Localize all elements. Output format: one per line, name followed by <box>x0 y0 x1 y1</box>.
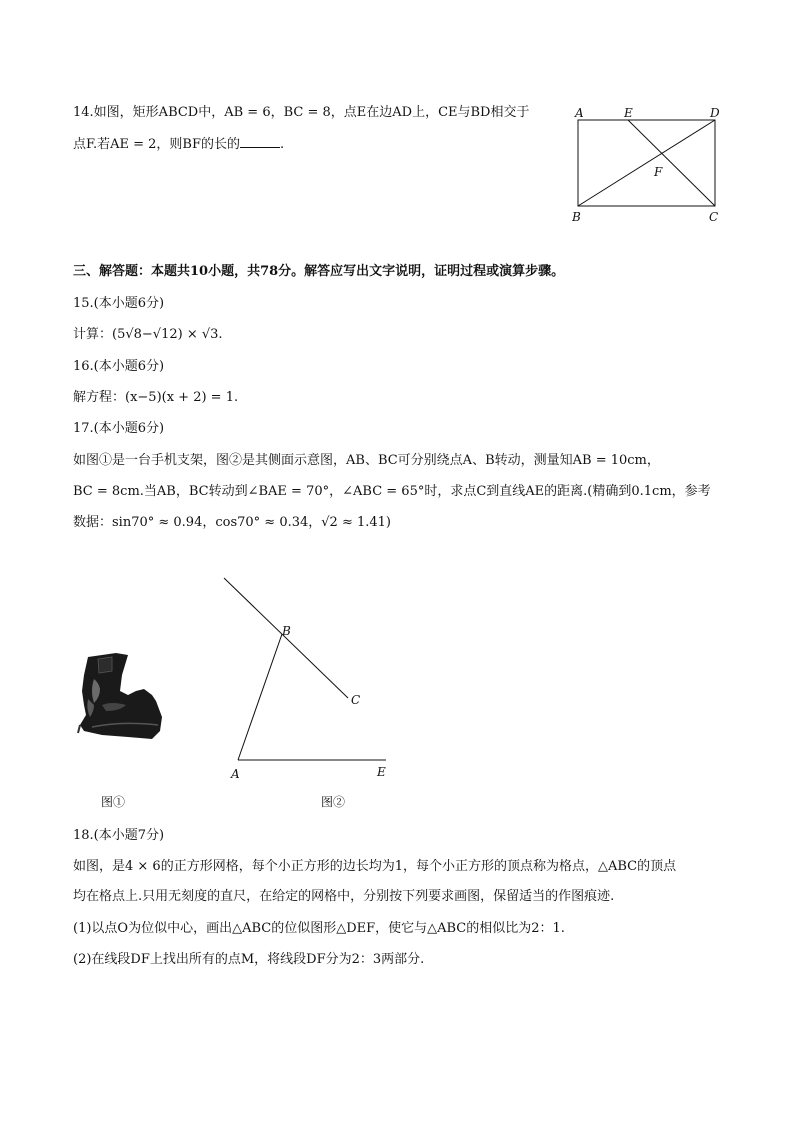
label-e: E <box>377 765 386 779</box>
q15-body: 计算：(5√8−√12) × √3. <box>73 327 223 342</box>
segment-ce <box>628 120 715 206</box>
q17-line2: BC = 8cm.当AB，BC转动到∠BAE = 70°，∠ABC = 65°时，求点C到直线AE的距离.(精确到0.1cm，参考 <box>73 484 711 499</box>
label-a: A <box>575 106 584 120</box>
q17-line3: 数据：sin70° ≈ 0.94，cos70° ≈ 0.34，√2 ≈ 1.41) <box>73 515 391 530</box>
q15-title: 15.(本小题6分) <box>73 296 165 311</box>
segment-ab <box>238 634 282 760</box>
label-d: D <box>710 106 720 120</box>
rectangle-figure <box>566 100 736 230</box>
q16-title: 16.(本小题6分) <box>73 359 165 374</box>
q17-line1: 如图①是一台手机支架，图②是其侧面示意图，AB、BC可分别绕点A、B转动，测量知AB = 10cm， <box>73 453 660 468</box>
q14-line2-end: . <box>280 137 285 152</box>
stand-foot <box>78 725 80 733</box>
segment-bc-extended <box>224 578 348 698</box>
fig2-caption: 图② <box>321 795 346 809</box>
label-f: F <box>654 165 663 179</box>
label-c: C <box>351 693 361 707</box>
q18-line4: (2)在线段DF上找出所有的点M，将线段DF分为2：3两部分. <box>73 952 425 967</box>
label-b: B <box>572 210 581 224</box>
q18-title: 18.(本小题7分) <box>73 828 165 843</box>
q17-title: 17.(本小题6分) <box>73 421 165 436</box>
label-a: A <box>231 767 240 781</box>
label-b: B <box>282 624 291 638</box>
side-schematic <box>218 572 398 787</box>
fig1-caption: 图① <box>101 795 126 809</box>
q18-line2: 均在格点上.只用无刻度的直尺，在给定的网格中，分别按下列要求画图，保留适当的作图痕迹. <box>73 889 615 904</box>
section-heading: 三、解答题：本题共10小题，共78分。解答应写出文字说明，证明过程或演算步骤。 <box>73 264 565 279</box>
q18-line3: (1)以点O为位似中心，画出△ABC的位似图形△DEF，使它与△ABC的相似比为2：1. <box>73 921 565 936</box>
q14-line1: 14.如图，矩形ABCD中，AB = 6，BC = 8，点E在边AD上，CE与BD相交于 <box>73 105 530 120</box>
label-c: C <box>709 210 719 224</box>
diagonal-bd <box>578 120 715 206</box>
phone-stand-illustration <box>72 645 172 745</box>
stand-body <box>80 653 162 739</box>
q14-line2-text: 点F.若AE = 2，则BF的长的 <box>73 137 241 152</box>
label-e: E <box>624 106 633 120</box>
q16-body: 解方程：(x−5)(x + 2) = 1. <box>73 390 239 405</box>
q14-line2 <box>73 135 284 154</box>
stand-holder <box>98 657 112 673</box>
q18-line1: 如图，是4 × 6的正方形网格，每个小正方形的边长均为1，每个小正方形的顶点称为格点，△ABC的顶点 <box>73 859 677 874</box>
answer-blank <box>240 135 280 148</box>
